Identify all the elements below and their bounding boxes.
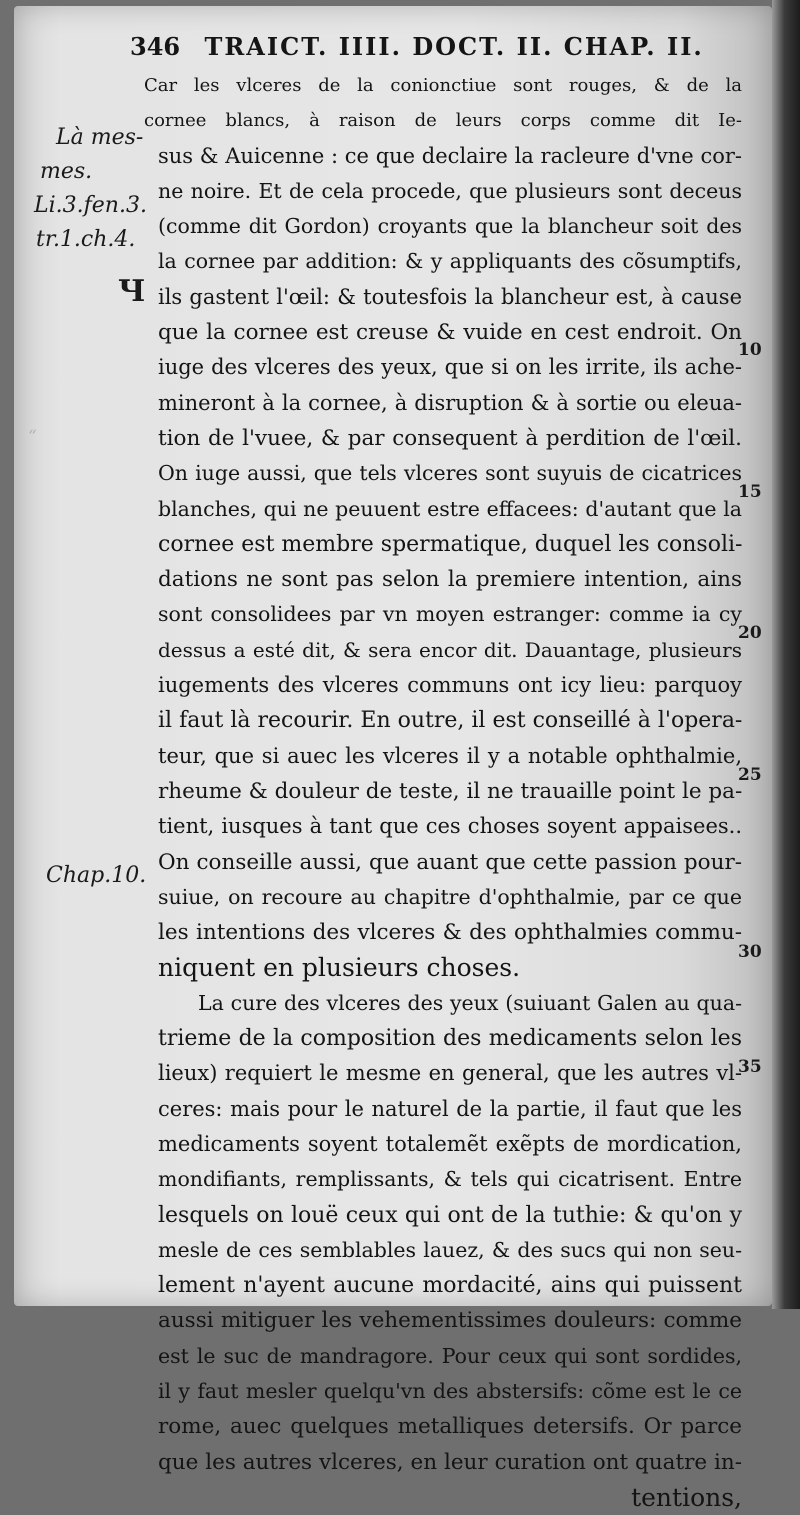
text-line: dations ne sont pas selon la premiere intention, ains [158, 567, 742, 593]
text-line: il y faut mesler quelqu'vn des abstersifs: cõme est le ce [158, 1378, 742, 1403]
text-line: blanches, qui ne peuuent estre effacees: d'autant que la [158, 496, 742, 521]
text-line: ceres: mais pour le naturel de la partie, il faut que les [158, 1096, 742, 1121]
line-number: 25 [738, 765, 762, 785]
text-line: ne noire. Et de cela procede, que plusieurs sont deceus [158, 178, 742, 203]
text-line: que la cornee est creuse & vuide en cest endroit. On [158, 320, 742, 346]
text-line: rheume & douleur de teste, il ne trauaille point le pa- [158, 778, 743, 804]
text-line: sont consolidees par vn moyen estranger: comme ia cy [158, 602, 742, 627]
text-line: est le suc de mandragore. Pour ceux qui sont sordides, [158, 1343, 742, 1368]
running-header [130, 33, 720, 61]
text-line: tient, iusques à tant que ces choses soyent appaisees.. [158, 814, 742, 839]
text-line: (comme dit Gordon) croyants que la blancheur soit des [158, 214, 742, 239]
text-line: Car les vlceres de la conionctiue sont rouges, & de la [144, 75, 742, 96]
text-line: On iuge aussi, que tels vlceres sont suyuis de cicatrices [158, 461, 742, 486]
text-line: la cornee par addition: & y appliquants des cõsumptifs, [158, 249, 742, 274]
text-line: On conseille aussi, que auant que cette passion pour- [158, 849, 742, 875]
bleed-through-text: “ [28, 427, 37, 447]
text-line: lement n'ayent aucune mordacité, ains qui puissent [158, 1273, 742, 1299]
text-line: les intentions des vlceres & des ophthalmies commu- [158, 920, 742, 946]
running-title: TRAICT. IIII. DOCT. II. CHAP. II. [204, 32, 704, 61]
text-line: iuge des vlceres des yeux, que si on les irrite, ils ache- [158, 355, 742, 380]
page-number: 346 [130, 32, 181, 61]
text-line: niquent en plusieurs choses. [158, 953, 521, 983]
text-line: que les autres vlceres, en leur curation ont quatre in- [158, 1449, 742, 1475]
text-line: il faut là recourir. En outre, il est conseillé à l'opera- [158, 708, 743, 734]
margin-note: tr.1.ch.4. [36, 227, 136, 252]
text-line: tion de l'vuee, & par consequent à perdition de l'œil. [158, 425, 742, 451]
text-line: rome, auec quelques metalliques detersifs. Or parce [158, 1414, 742, 1440]
catchword: tentions, [631, 1482, 742, 1512]
text-line: sus & Auicenne : ce que declaire la racleure d'vne cor- [158, 143, 742, 168]
text-line: mineront à la cornee, à disruption & à sortie ou eleua- [158, 390, 742, 415]
margin-note: Là mes- [56, 125, 144, 150]
text-line: La cure des vlceres des yeux (suiuant Galen au qua- [198, 990, 742, 1015]
text-line: trieme de la composition des medicaments selon les [158, 1026, 742, 1052]
text-line: cornee est membre spermatique, duquel les consoli- [158, 531, 743, 557]
line-number: 35 [738, 1057, 762, 1077]
line-number: 30 [738, 942, 762, 962]
margin-note: mes. [40, 159, 93, 184]
margin-note: Chap.10. [46, 863, 147, 888]
paragraph-mark: Ч [118, 274, 146, 309]
text-line: suiue, on recoure au chapitre d'ophthalmie, par ce que [158, 884, 742, 909]
text-line: lesquels on louë ceux qui ont de la tuthie: & qu'on y [158, 1202, 742, 1228]
text-line: cornee blancs, à raison de leurs corps comme dit Ie- [144, 110, 742, 132]
line-number: 10 [738, 340, 762, 360]
text-line: iugements des vlceres communs ont icy lieu: parquoy [158, 673, 742, 698]
text-line: teur, que si auec les vlceres il y a notable ophthalmie, [158, 743, 742, 768]
book-spine [772, 0, 800, 1309]
text-line: dessus a esté dit, & sera encor dit. Dauantage, plusieurs [158, 637, 742, 662]
text-line: ils gastent l'œil: & toutesfois la blancheur est, à cause [158, 284, 742, 309]
text-line: mondifiants, remplissants, & tels qui cicatrisent. Entre [158, 1167, 742, 1192]
line-number: 15 [738, 482, 762, 502]
text-line: medicaments soyent totalemẽt exẽpts de mordication, [158, 1131, 742, 1156]
text-line: mesle de ces semblables lauez, & des sucs qui non seu- [158, 1237, 742, 1262]
line-number: 20 [738, 623, 762, 643]
text-line: aussi mitiguer les vehementissimes douleurs: comme [158, 1308, 742, 1334]
margin-note: Li.3.fen.3. [34, 193, 147, 218]
body-text [144, 68, 743, 1515]
text-line: lieux) requiert le mesme en general, que les autres vl- [158, 1061, 742, 1086]
